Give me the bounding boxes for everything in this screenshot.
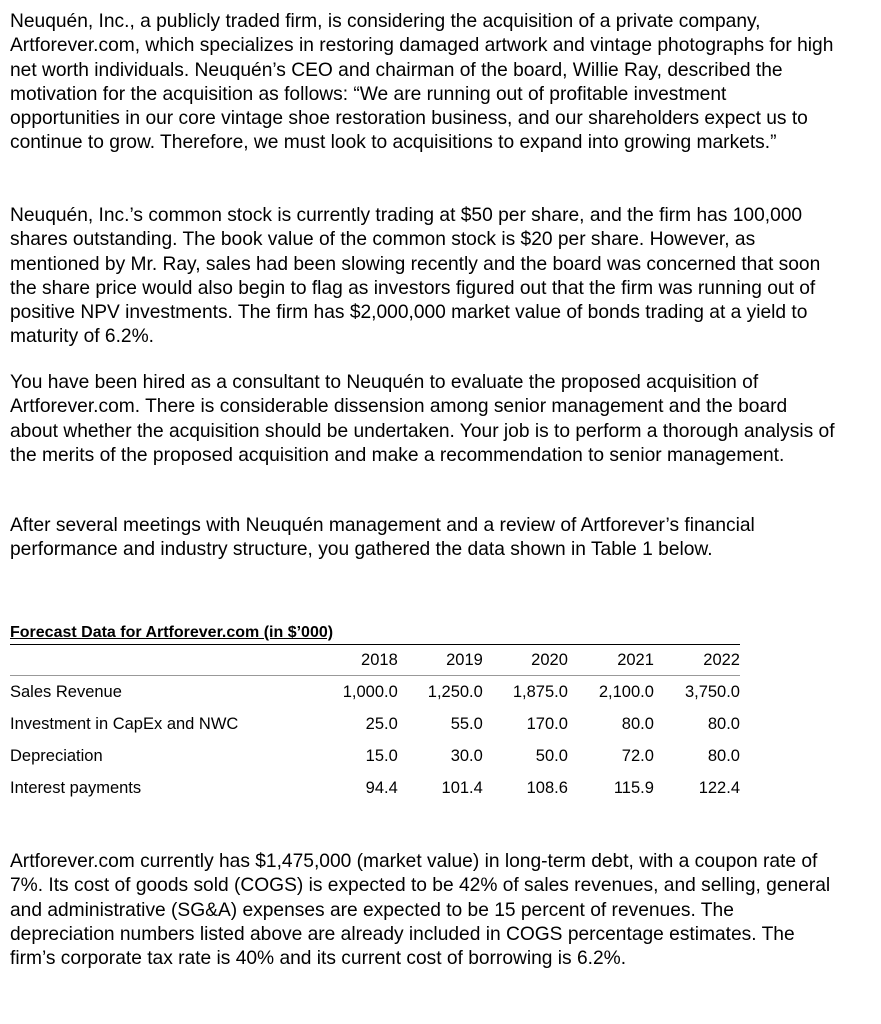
row-label-investment: Investment in CapEx and NWC bbox=[10, 714, 239, 733]
header-year-2019: 2019 bbox=[446, 650, 483, 669]
header-year-2021: 2021 bbox=[617, 650, 654, 669]
table-row bbox=[10, 772, 740, 804]
table-cell: 1,875.0 bbox=[483, 676, 568, 709]
table-cell: 80.0 bbox=[621, 714, 654, 733]
header-blank-cell bbox=[10, 645, 308, 676]
paragraph-consultant-role: You have been hired as a consultant to Neuquén to evaluate the proposed acquisition of Artforever.com. There is considerable dissension among senior management and the board about whether the acquisition should be undertaken. Your job is to perform a thorough analysis of the merits of the proposed acquisition and make a recommendation to senior management. bbox=[10, 372, 835, 466]
row-label-sales-revenue: Sales Revenue bbox=[10, 676, 308, 709]
row-label-depreciation: Depreciation bbox=[10, 746, 103, 765]
table-cell: 80.0 bbox=[707, 714, 740, 733]
paragraph-data-gathered: After several meetings with Neuquén management and a review of Artforever’s financial performance and industry structure, you gathered the data shown in Table 1 below. bbox=[10, 515, 755, 561]
table-cell: 50.0 bbox=[535, 746, 568, 765]
table-cell: 25.0 bbox=[365, 714, 398, 733]
table-cell: 101.4 bbox=[441, 778, 483, 797]
forecast-table-section bbox=[10, 623, 740, 804]
table-cell: 122.4 bbox=[698, 778, 740, 797]
table-header-row bbox=[10, 645, 740, 676]
table-cell: 170.0 bbox=[526, 714, 568, 733]
paragraph-debt-and-costs: Artforever.com currently has $1,475,000 (market value) in long-term debt, with a coupon rate of 7%. Its cost of goods sold (COGS) is expected to be 42% of sales revenues, and selling, general and administrative (SG&A) expenses are expected to be 15 percent of revenues. The depreciation numbers listed above are already included in COGS percentage estimates. The firm’s corporate tax rate is 40% and its current cost of borrowing is 6.2%. bbox=[10, 851, 831, 970]
table-cell: 1,000.0 bbox=[308, 676, 398, 709]
table-cell: 1,250.0 bbox=[398, 676, 483, 709]
header-year-2018: 2018 bbox=[361, 650, 398, 669]
table-cell: 55.0 bbox=[450, 714, 483, 733]
paragraph-acquisition-intro: Neuquén, Inc., a publicly traded firm, is considering the acquisition of a private company, Artforever.com, which specializes in restoring damaged artwork and vintage photographs for high net worth individuals. Neuquén’s CEO and chairman of the board, Willie Ray, described the motivation for the acquisition as follows: “We are running out of profitable investment opportunities in our core vintage shoe restoration business, and our shareholders expect us to continue to grow. Therefore, we must look to acquisitions to expand into growing markets.” bbox=[10, 11, 834, 154]
table-title: Forecast Data for Artforever.com (in $’000) bbox=[10, 624, 334, 641]
table-cell: 115.9 bbox=[613, 778, 654, 797]
header-year-2022: 2022 bbox=[703, 650, 740, 669]
table-row bbox=[10, 740, 740, 772]
table-row bbox=[10, 676, 740, 709]
table-cell: 94.4 bbox=[365, 778, 398, 797]
table-row bbox=[10, 708, 740, 740]
table-cell: 108.6 bbox=[526, 778, 568, 797]
table-cell: 3,750.0 bbox=[654, 676, 740, 709]
paragraph-stock-info: Neuquén, Inc.’s common stock is currently trading at $50 per share, and the firm has 100,000 shares outstanding. The book value of the common stock is $20 per share. However, as mentioned by Mr. Ray, sales had been slowing recently and the board was concerned that soon the share price would also begin to flag as investors figured out that the firm was running out of positive NPV investments. The firm has $2,000,000 market value of bonds trading at a yield to maturity of 6.2%. bbox=[10, 205, 821, 348]
forecast-table bbox=[10, 645, 740, 804]
table-cell: 30.0 bbox=[450, 746, 483, 765]
header-year-2020: 2020 bbox=[531, 650, 568, 669]
table-cell: 72.0 bbox=[621, 746, 654, 765]
table-cell: 15.0 bbox=[365, 746, 398, 765]
table-cell: 2,100.0 bbox=[568, 676, 654, 709]
row-label-interest-payments: Interest payments bbox=[10, 778, 142, 797]
table-cell: 80.0 bbox=[707, 746, 740, 765]
